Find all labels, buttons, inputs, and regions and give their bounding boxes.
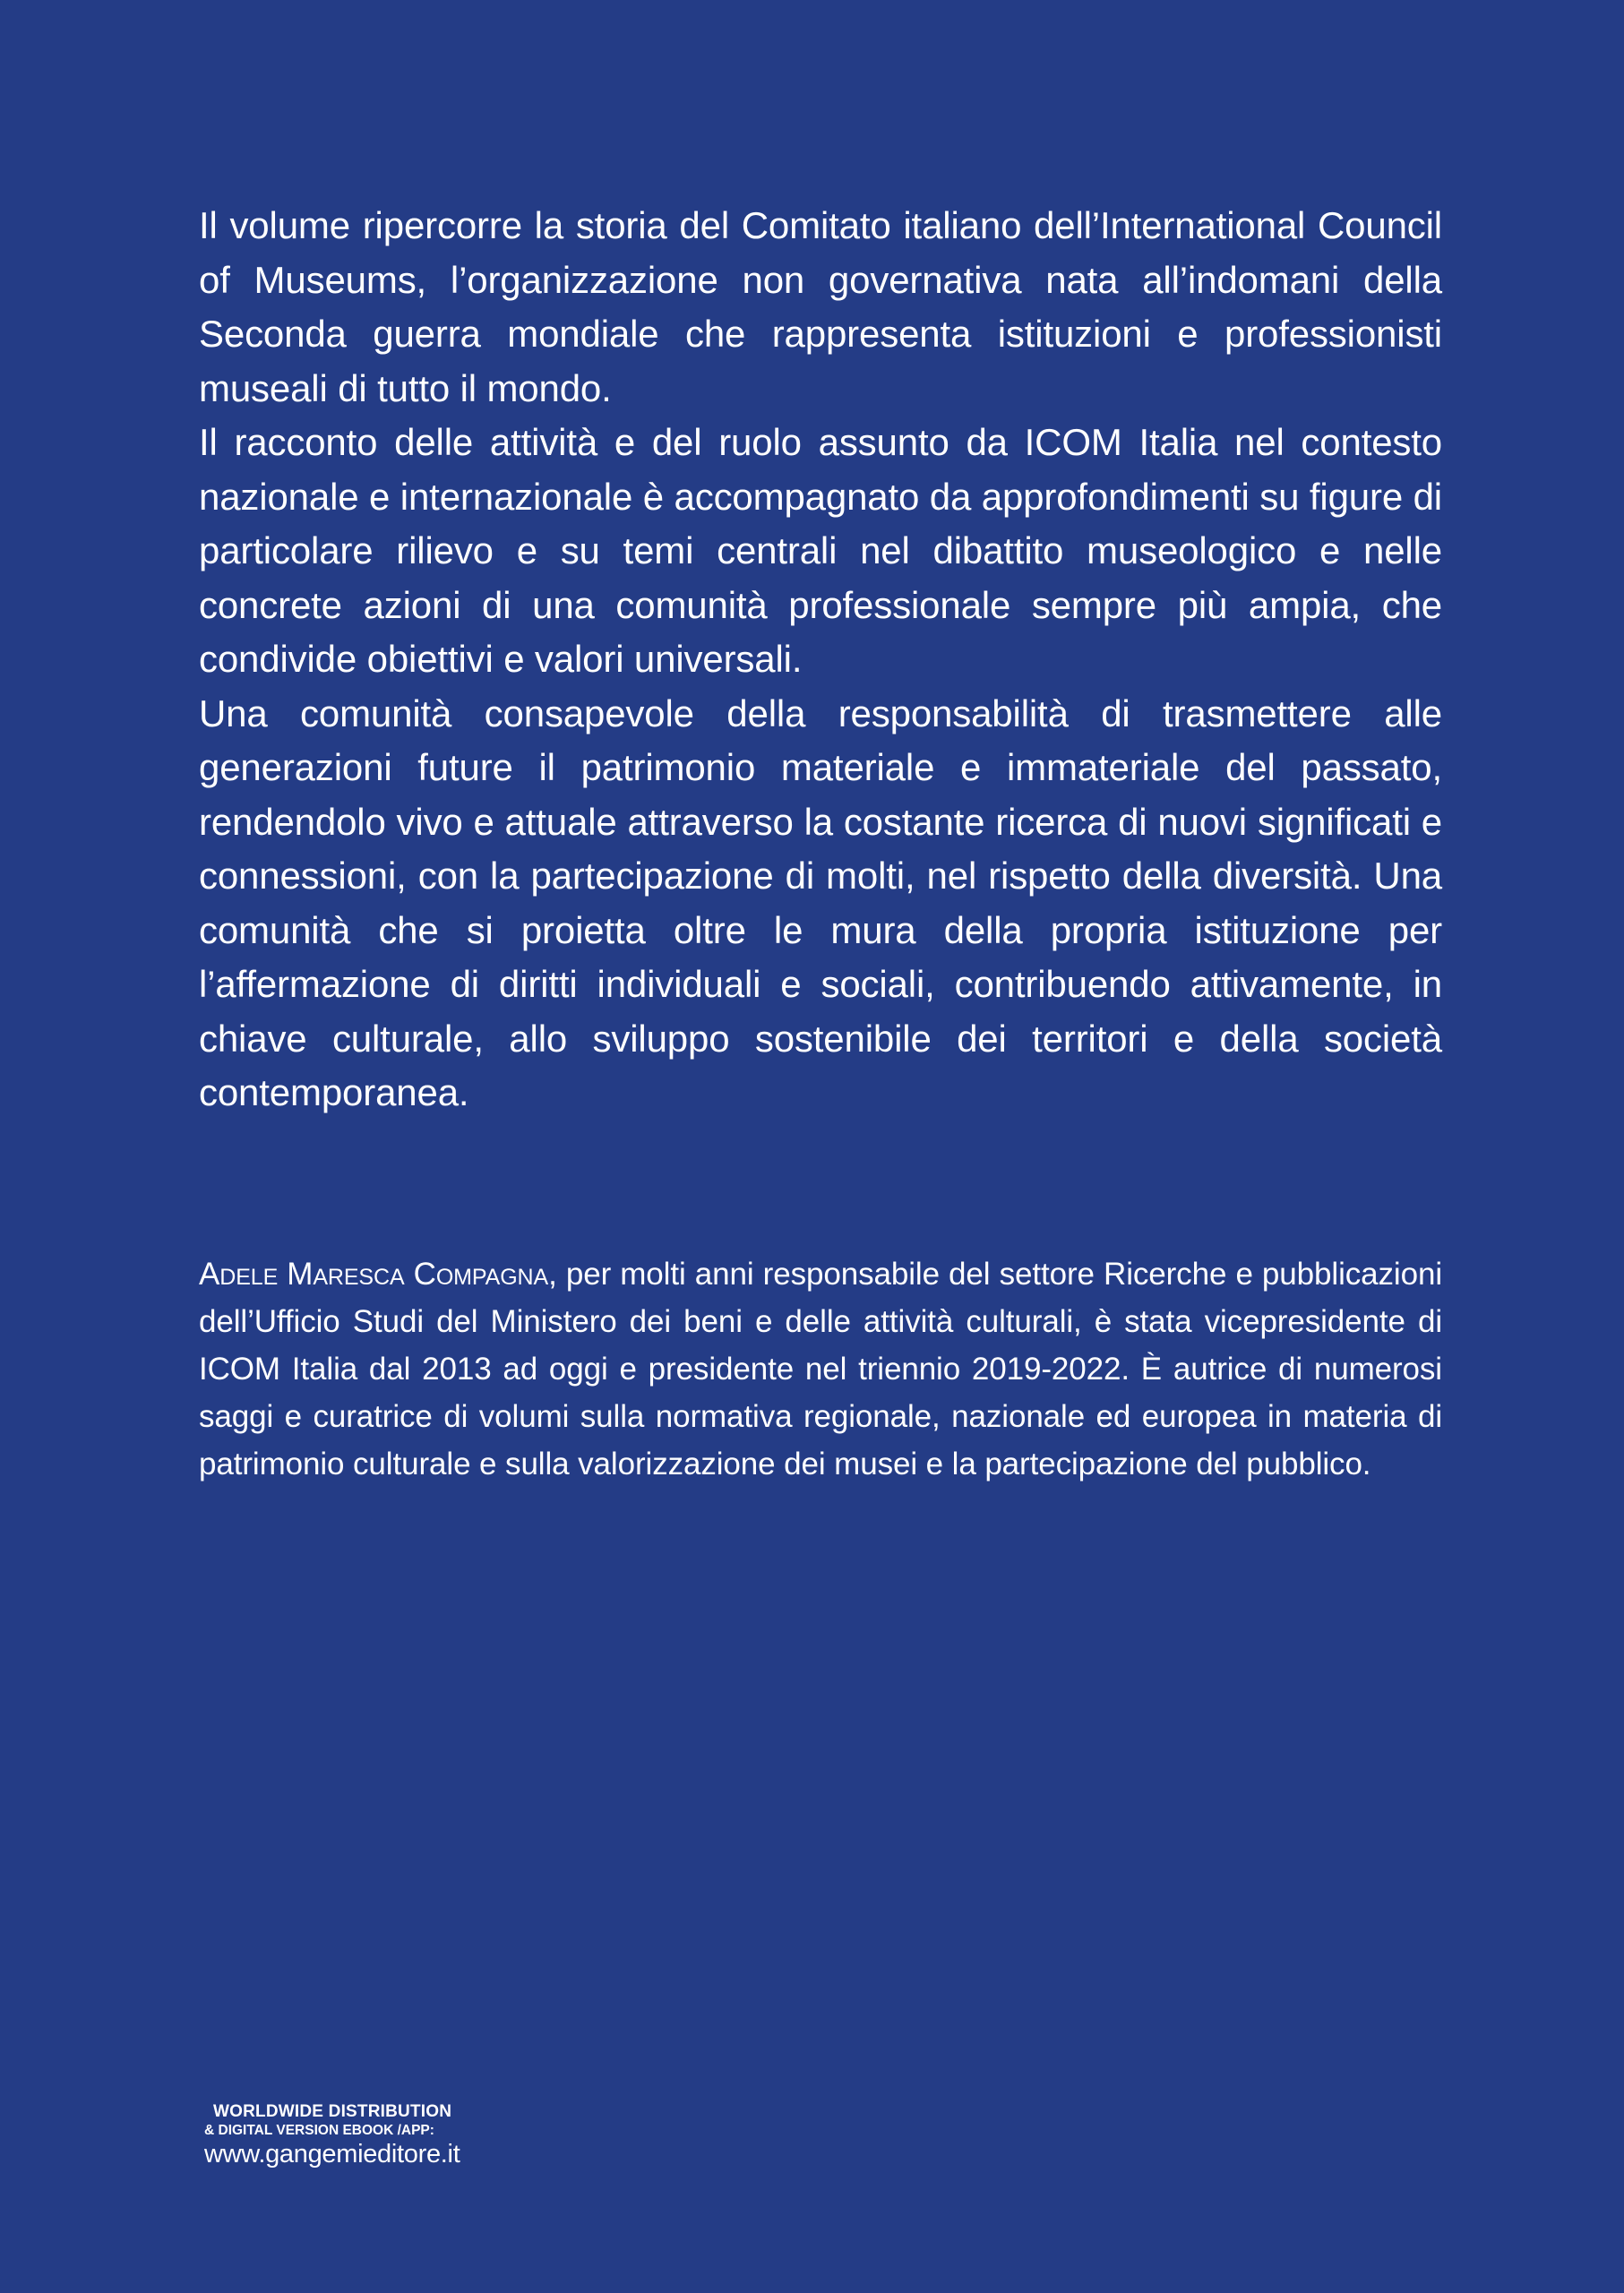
digital-version-label: & DIGITAL VERSION EBOOK /APP: <box>204 2123 434 2138</box>
distribution-info <box>204 2101 527 2169</box>
description-paragraph-1: Il volume ripercorre la storia del Comitato italiano dell’International Council of Museums, l’organizzazione non governativa nata all’indomani della Seconda guerra mondiale che rappresenta istituzioni e professionisti museali di tutto il mondo. <box>199 204 1442 409</box>
author-bio <box>199 1250 1442 1488</box>
author-bio-paragraph <box>199 1250 1442 1488</box>
distribution-label: WORLDWIDE DISTRIBUTION <box>213 2102 452 2121</box>
author-name: Adele Maresca Compagna <box>199 1257 549 1292</box>
author-bio-text: , per molti anni responsabile del settore Ricerche e pubblicazioni dell’Ufficio Studi del Ministero dei beni e delle attività culturali, è stata vicepresidente di ICOM Italia dal 2013 ad oggi e presidente nel triennio 2019-2022. È autrice di numerosi saggi e curatrice di volumi sulla normativa regionale, nazionale ed europea in materia di patrimonio culturale e sulla valorizzazione dei musei e la partecipazione del pubblico. <box>199 1257 1442 1481</box>
description-paragraph-2: Il racconto delle attività e del ruolo assunto da ICOM Italia nel contesto nazionale e internazionale è accompagnato da approfondimenti su figure di particolare rilievo e su temi centrali nel dibattito museologico e nelle concrete azioni di una comunità professionale sempre più ampia, che condivide obiettivi e valori universali. <box>199 421 1442 680</box>
description-paragraph-3: Una comunità consapevole della responsabilità di trasmettere alle generazioni future il patrimonio materiale e immateriale del passato, rendendolo vivo e attuale attraverso la costante ricerca di nuovi significati e connessioni, con la partecipazione di molti, nel rispetto della diversità. Una comunità che si proietta oltre le mura della propria istituzione per l’affermazione di diritti individuali e sociali, contribuendo attivamente, in chiave culturale, allo sviluppo sostenibile dei territori e della società contemporanea. <box>199 691 1442 1113</box>
book-description <box>199 199 1442 1121</box>
publisher-website-link[interactable]: www.gangemieditore.it <box>204 2140 460 2168</box>
